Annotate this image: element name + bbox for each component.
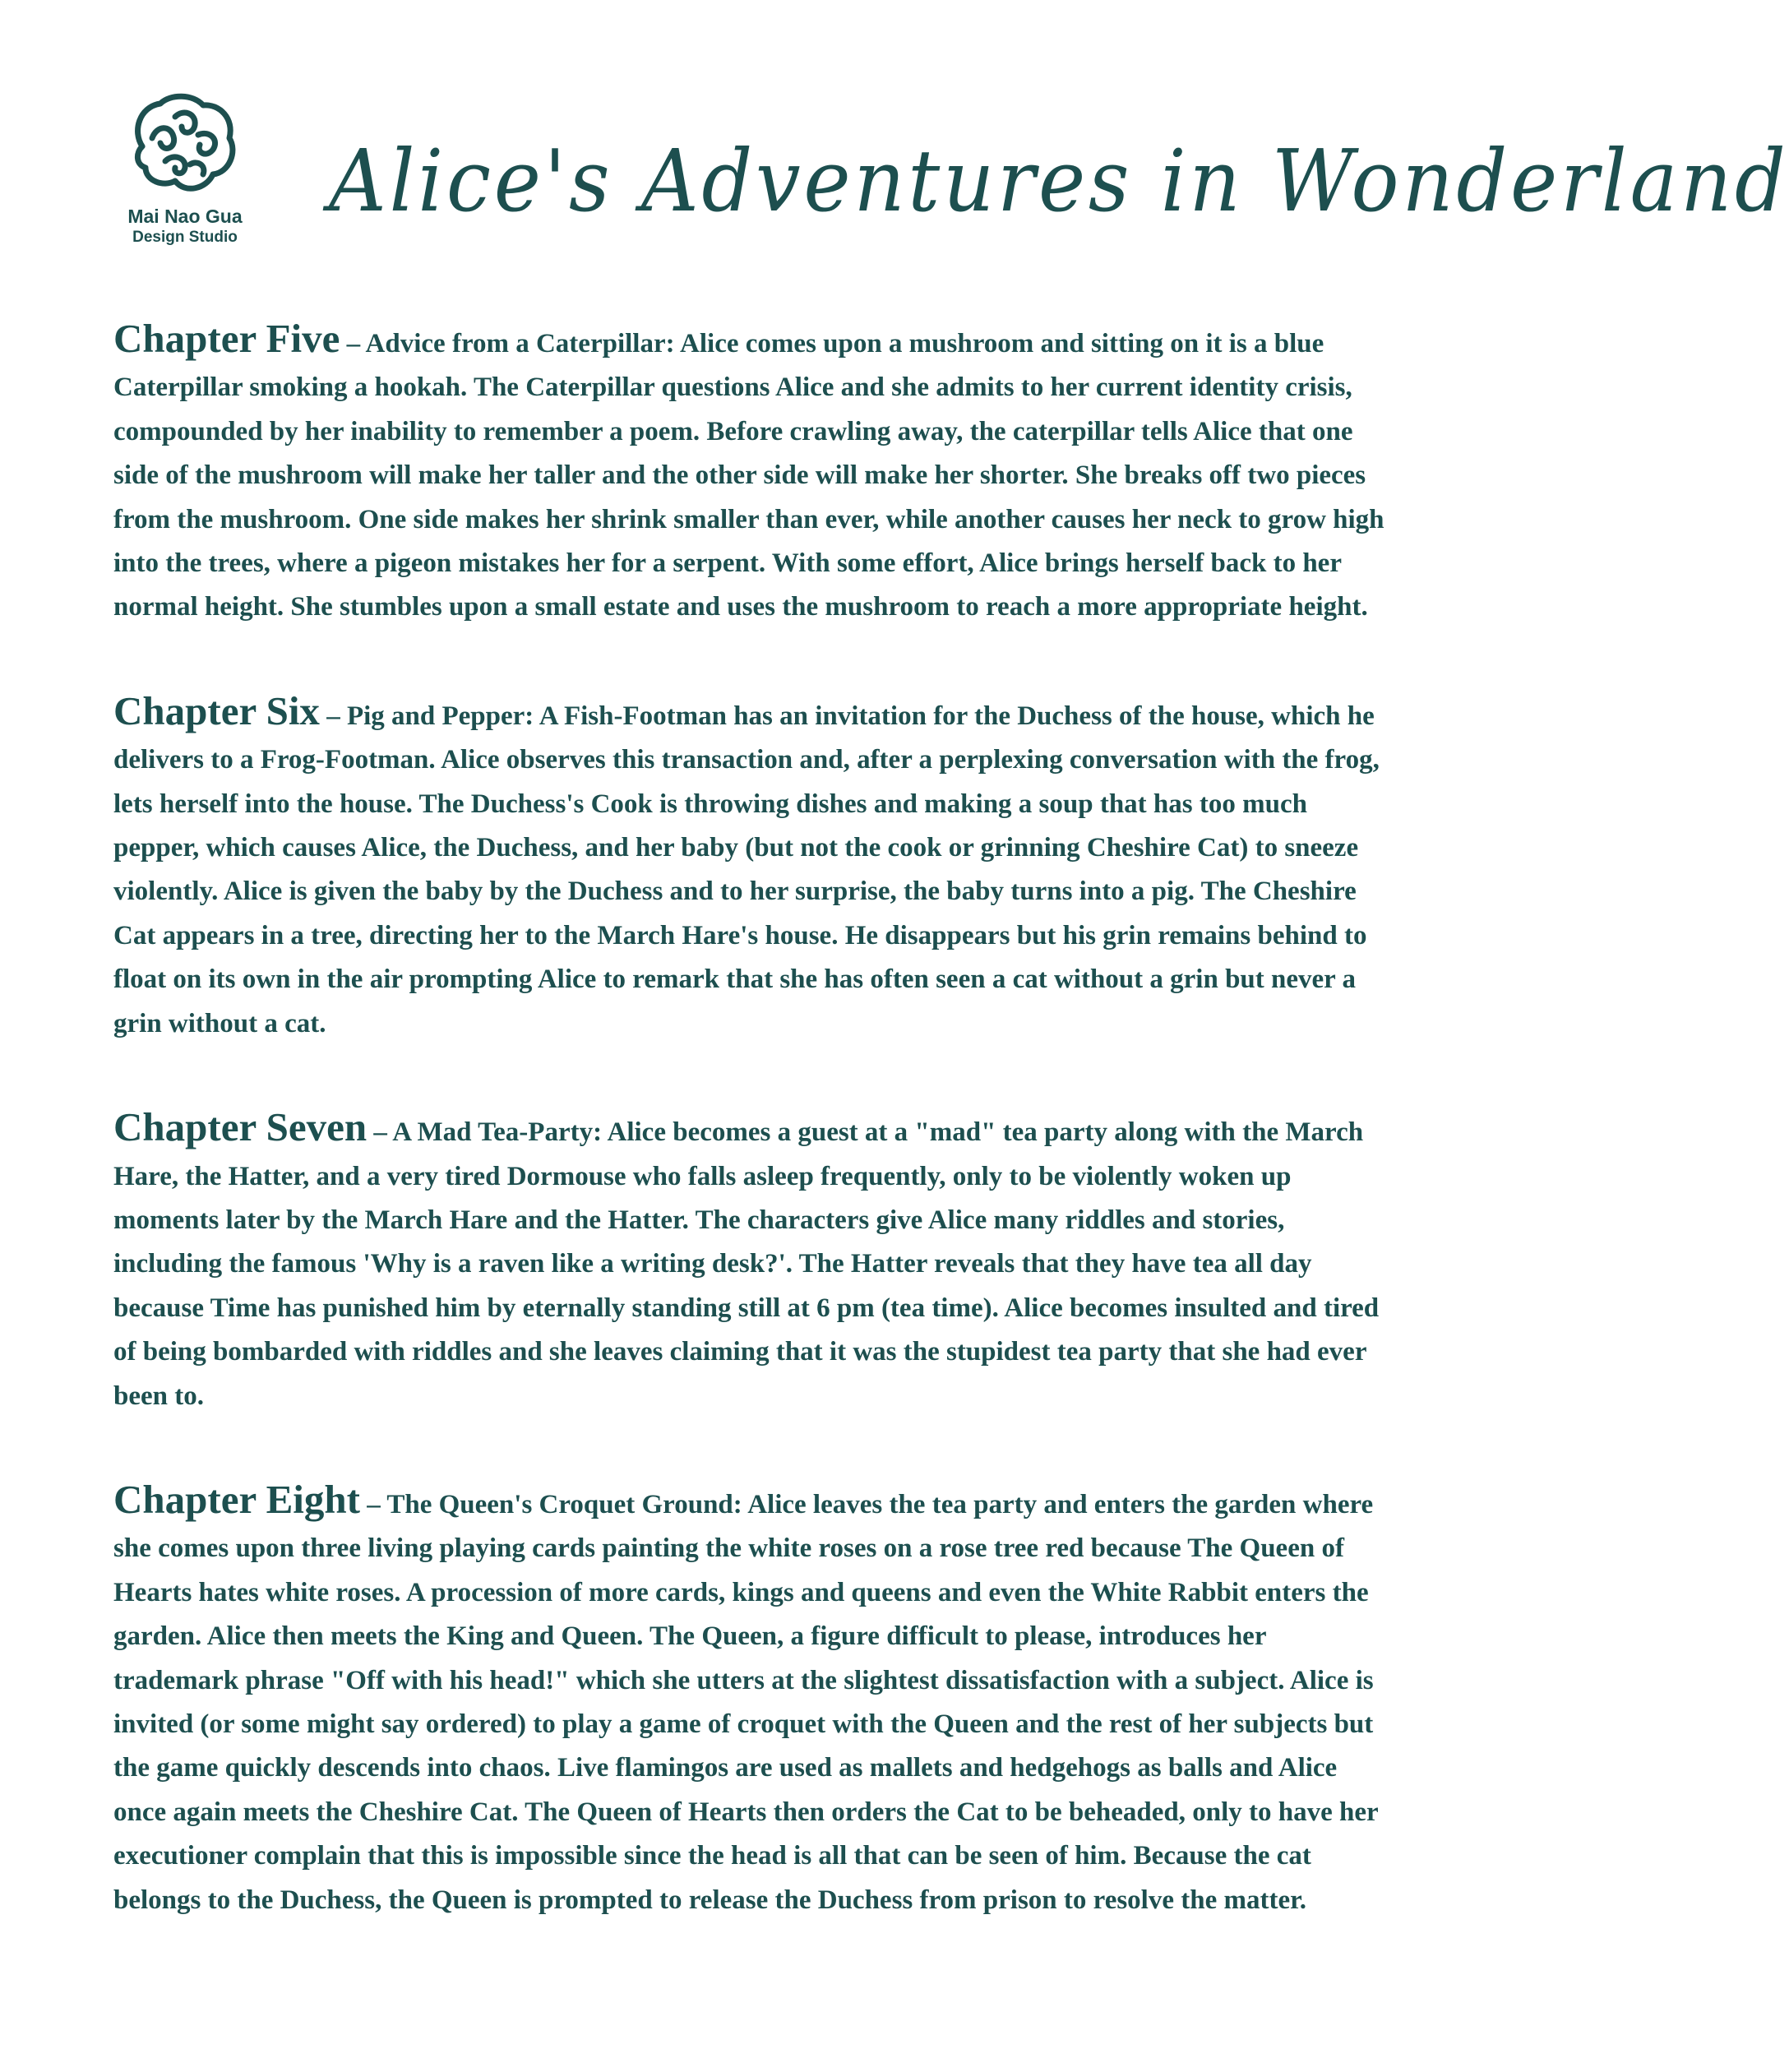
chapter-paragraph	[113, 1105, 1396, 1418]
chapter-summary: – Pig and Pepper: A Fish-Footman has an invitation for the Duchess of the house, which he delivers to a Frog-Footman. Alice observes this transaction and, after a perplexing conversation with the frog, lets herself into the house. The Duchess's Cook is throwing dishes and making a soup that has too much pepper, which causes Alice, the Duchess, and her baby (but not the cook or grinning Cheshire Cat) to sneeze violently. Alice is given the baby by the Duchess and to her surprise, the baby turns into a pig. The Cheshire Cat appears in a tree, directing her to the March Hare's house. He disappears but his grin remains behind to float on its own in the air prompting Alice to remark that she has often seen a cat without a grin but never a grin without a cat.	[113, 701, 1380, 1038]
chapter-summary: – A Mad Tea-Party: Alice becomes a guest at a "mad" tea party along with the March Hare, the Hatter, and a very tired Dormouse who falls asleep frequently, only to be violently woken up moments later by the March Hare and the Hatter. The characters give Alice many riddles and stories, including the famous 'Why is a raven like a writing desk?'. The Hatter reveals that they have tea all day because Time has punished him by eternally standing still at 6 pm (tea time). Alice becomes insulted and tired of being bombarded with riddles and she leaves claiming that it was the stupidest tea party that she had ever been to.	[113, 1117, 1380, 1411]
brain-scribble-icon	[127, 89, 243, 200]
chapter-heading: Chapter Eight	[113, 1476, 360, 1522]
chapter-heading: Chapter Five	[113, 316, 340, 361]
chapter-list	[113, 317, 1396, 1982]
chapter-heading: Chapter Seven	[113, 1104, 368, 1150]
studio-logo	[115, 89, 255, 253]
page-title: Alice's Adventures in Wonderland	[329, 131, 1789, 231]
chapter-paragraph	[113, 1478, 1396, 1922]
chapter-summary: – The Queen's Croquet Ground: Alice leaves the tea party and enters the garden where she comes upon three living playing cards painting the white roses on a rose tree red because The Queen of Hearts hates white roses. A procession of more cards, kings and queens and even the White Rabbit enters the garden. Alice then meets the King and Queen. The Queen, a figure difficult to please, introduces her trademark phrase "Off with his head!" which she utters at the slightest dissatisfaction with a subject. Alice is invited (or some might say ordered) to play a game of croquet with the Queen and the rest of her subjects but the game quickly descends into chaos. Live flamingos are used as mallets and hedgehogs as balls and Alice once again meets the Cheshire Cat. The Queen of Hearts then orders the Cat to be beheaded, only to have her executioner complain that this is impossible since the head is all that can be seen of him. Because the cat belongs to the Duchess, the Queen is prompted to release the Duchess from prison to resolve the matter.	[113, 1489, 1379, 1915]
chapter-summary: – Advice from a Caterpillar: Alice comes upon a mushroom and sitting on it is a blue Caterpillar smoking a hookah. The Caterpillar questions Alice and she admits to her current identity crisis, compounded by her inability to remember a poem. Before crawling away, the caterpillar tells Alice that one side of the mushroom will make her taller and the other side will make her shorter. She breaks off two pieces from the mushroom. One side makes her shrink smaller than ever, while another causes her neck to grow high into the trees, where a pigeon mistakes her for a serpent. With some effort, Alice brings herself back to her normal height. She stumbles upon a small estate and uses the mushroom to reach a more appropriate height.	[113, 329, 1385, 622]
chapter-heading: Chapter Six	[113, 687, 320, 733]
logo-name: Mai Nao Gua	[127, 206, 243, 227]
chapter-paragraph	[113, 689, 1396, 1046]
page-header	[0, 0, 1789, 271]
logo-subtitle: Design Studio	[132, 229, 238, 246]
chapter-paragraph	[113, 317, 1396, 630]
